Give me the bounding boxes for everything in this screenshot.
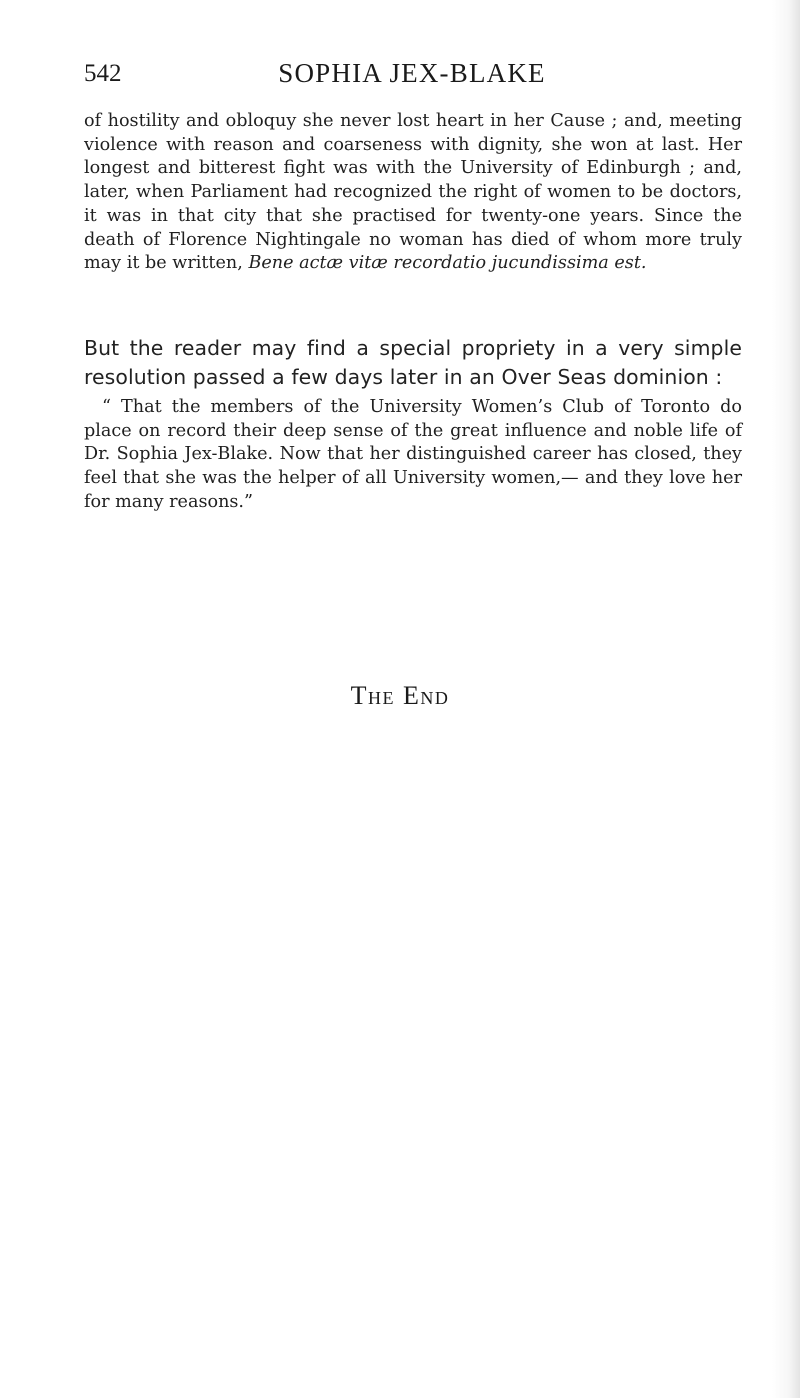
page-header xyxy=(84,56,740,96)
paragraph-resolution-intro: But the reader may find a special propriety in a very simple resolution passed a few days later in an Over Seas dominion : xyxy=(84,336,742,389)
page-number: 542 xyxy=(84,60,122,87)
paragraph-closing-tribute-text: of hostility and obloquy she never lost heart in her Cause ; and, meeting violence with reason and coarseness with dignity, she won at last. Her longest and bitterest fight was with the University of Edinburgh ; and, later, when Parliament had recognized the right of women to be doctors, it was in that city that she practised for twenty-one years. Since the death of Florence Nightingale no woman has died of whom more truly may it be written, xyxy=(84,111,742,274)
latin-quotation: Bene actæ vitæ recordatio jucundissima est. xyxy=(248,253,647,274)
paragraph-toronto-resolution: “ That the members of the University Women’s Club of Toronto do place on record their deep sense of the great influence and noble life of Dr. Sophia Jex-Blake. Now that her distinguished career has closed, they feel that she was the helper of all University women,— and they love her for many reasons.” xyxy=(84,397,742,512)
the-end-heading: The End xyxy=(350,681,450,710)
running-title: SOPHIA JEX-BLAKE xyxy=(278,58,546,88)
paragraph-closing-tribute xyxy=(84,110,742,276)
